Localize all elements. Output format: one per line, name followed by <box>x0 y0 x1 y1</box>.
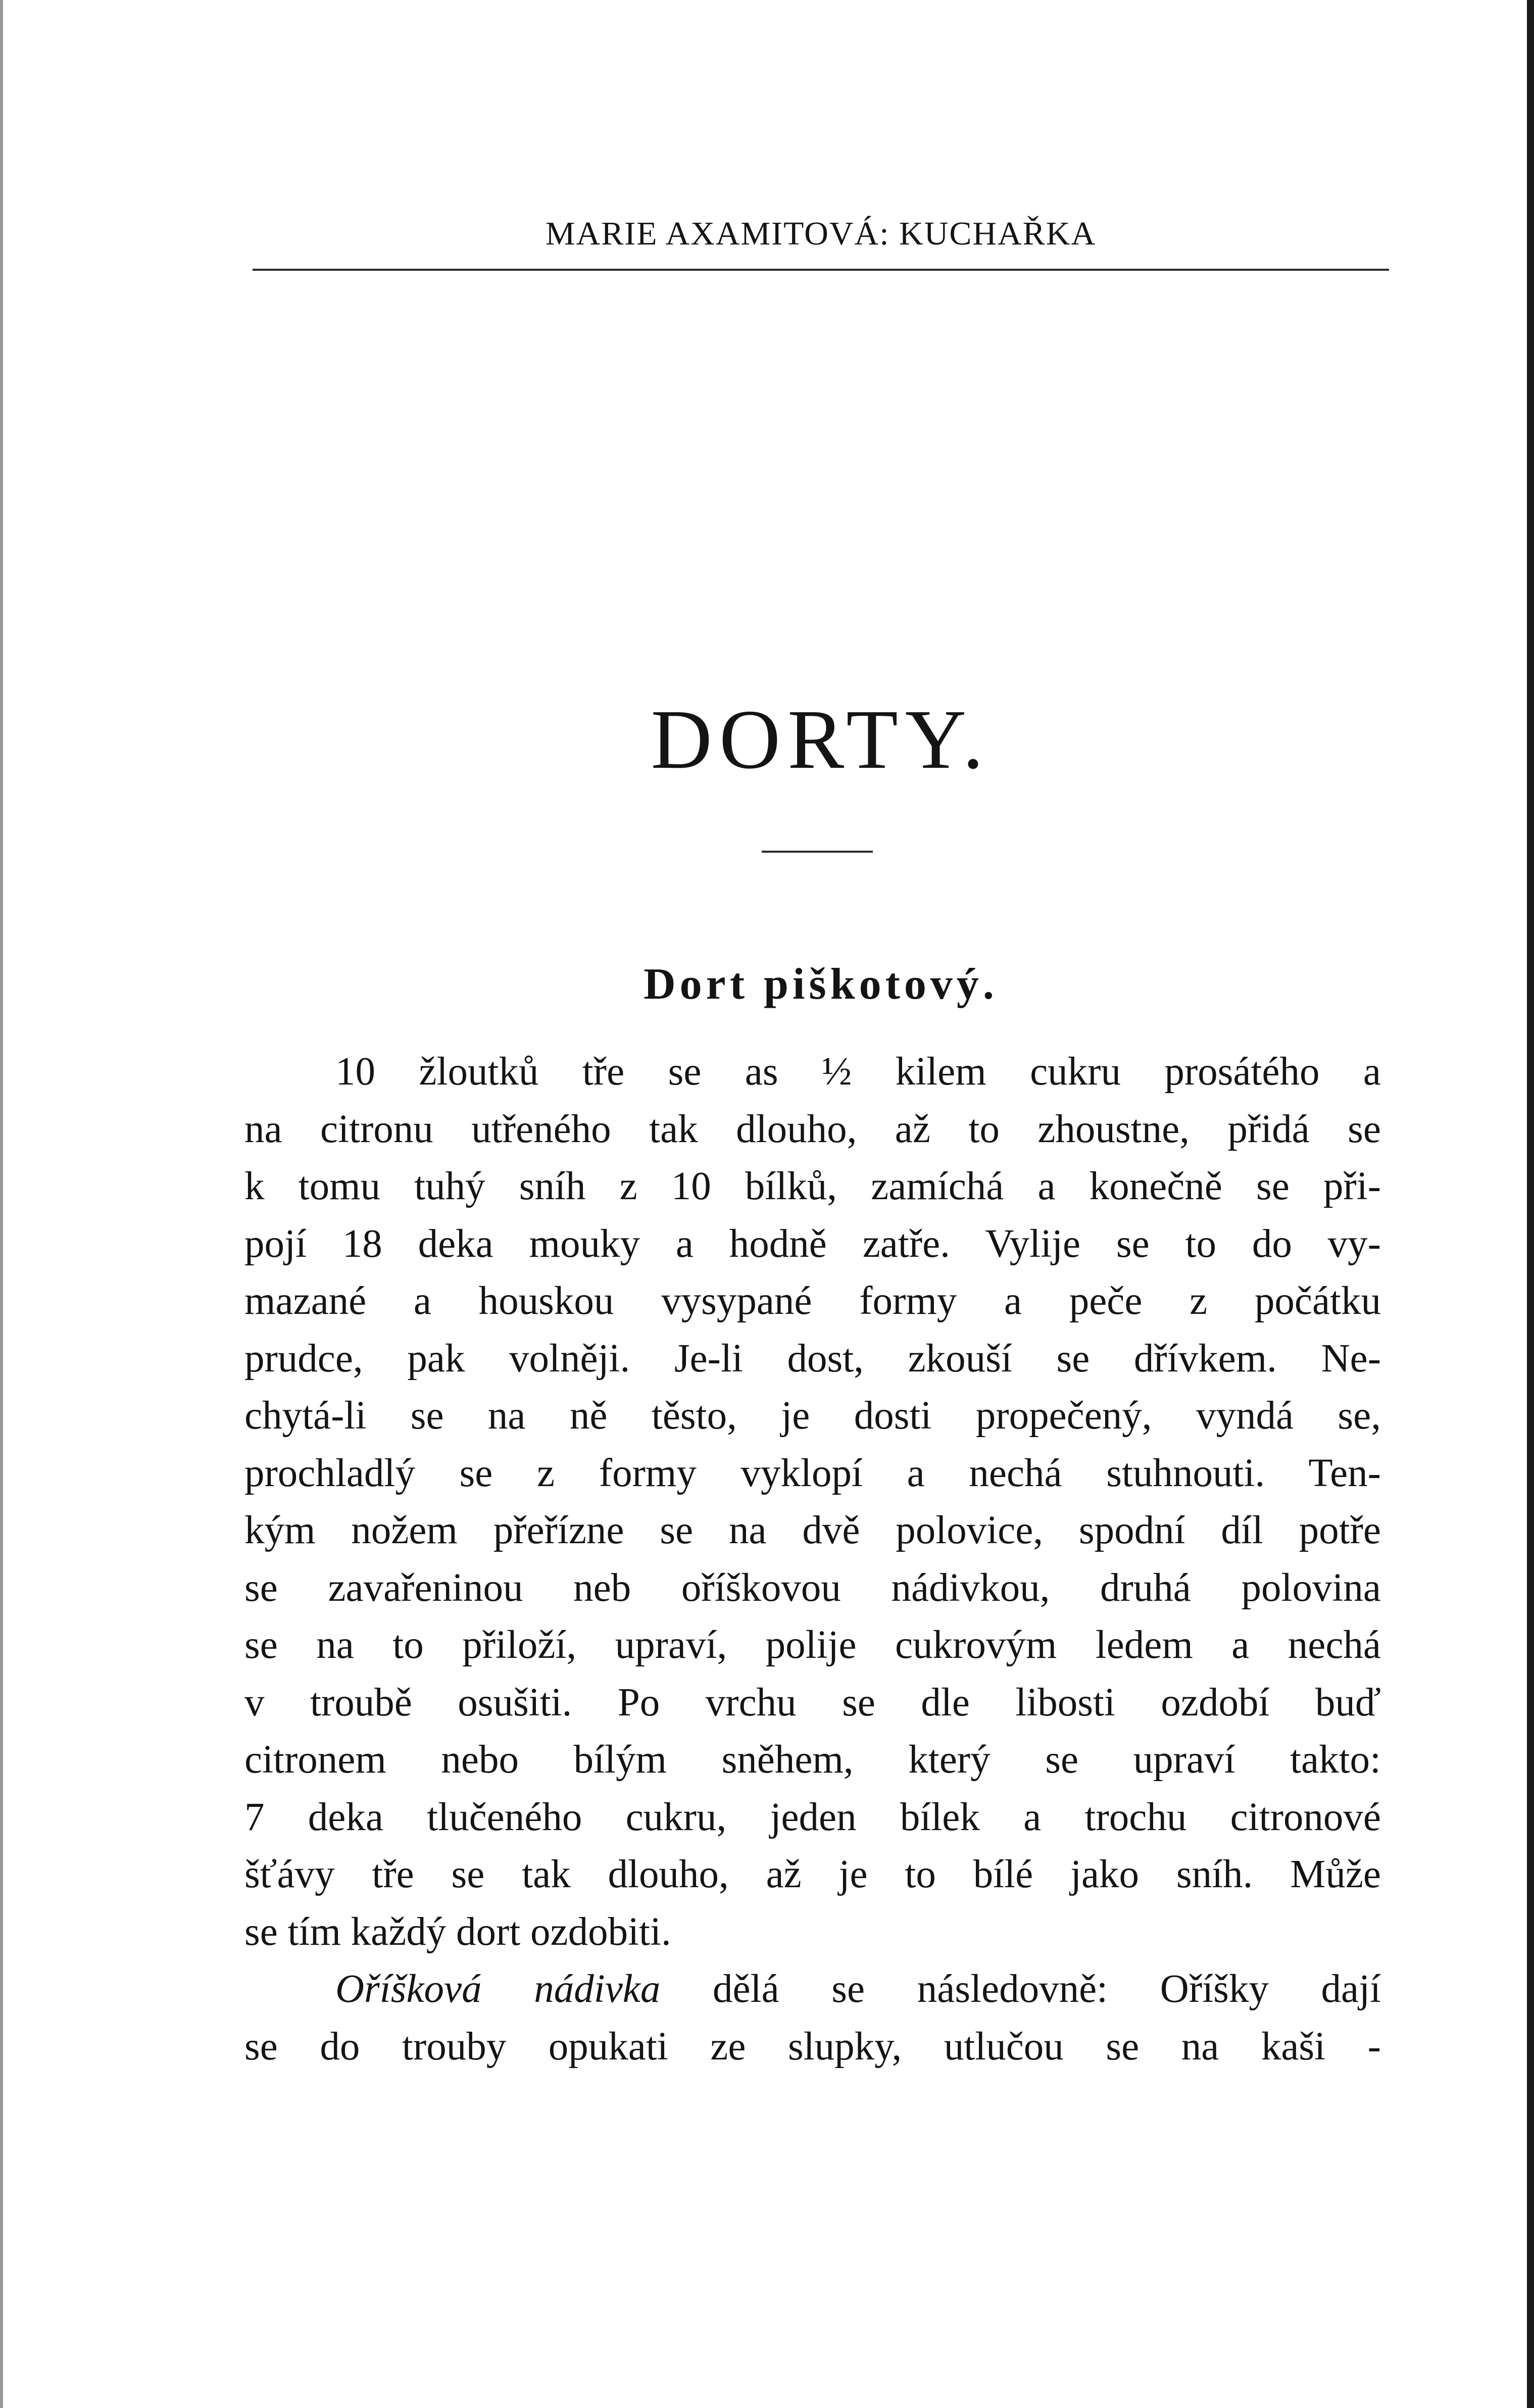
text-line: kým nožem přeřízne se na dvě polovice, spodní díl potře <box>244 1508 1381 1552</box>
text-line: se do trouby opukati ze slupky, utlučou se na kaši ‑ <box>244 2024 1381 2069</box>
italic-lead: Oříšková nádivka <box>335 1967 661 2011</box>
text-line: prochladlý se z formy vyklopí a nechá stuhnouti. Ten- <box>244 1451 1381 1495</box>
text-line: prudce, pak volněji. Je-li dost, zkouší se dřívkem. Ne- <box>244 1336 1381 1381</box>
text-line-with-italic <box>244 1960 1381 2018</box>
text-line: mazané a houskou vysypané formy a peče z počátku <box>244 1279 1381 1323</box>
text-line: v troubě osušiti. Po vrchu se dle libosti ozdobí buď <box>244 1680 1381 1725</box>
text-line: 10 žloutků tře se as ½ kilem cukru prosátého a <box>335 1050 1381 1094</box>
text-run: dělá se následovně: Oříšky dají <box>660 1967 1381 2011</box>
page-edge-right <box>1527 0 1534 2408</box>
running-head: MARIE AXAMITOVÁ: KUCHAŘKA <box>545 215 1097 252</box>
text-line: se zavařeninou neb oříškovou nádivkou, druhá polovina <box>244 1565 1381 1610</box>
text-line: se tím každý dort ozdobiti. <box>244 1909 671 1954</box>
text-line: 7 deka tlučeného cukru, jeden bílek a trochu citronové <box>244 1795 1381 1839</box>
recipe-body <box>244 1043 1381 2075</box>
text-line: na citronu utřeného tak dlouho, až to zhoustne, přidá se <box>244 1107 1381 1151</box>
text-line: pojí 18 deka mouky a hodně zatře. Vylije se to do vy- <box>244 1221 1381 1266</box>
chapter-title: DORTY. <box>651 693 991 787</box>
text-line: chytá-li se na ně těsto, je dosti propečený, vyndá se, <box>244 1394 1381 1438</box>
text-line: se na to přiloží, upraví, polije cukrovým ledem a nechá <box>244 1623 1381 1667</box>
page-edge-left <box>0 0 3 2408</box>
text-line: šťávy tře se tak dlouho, až je to bílé jako sníh. Může <box>244 1852 1381 1896</box>
running-head-rule <box>253 269 1389 271</box>
text-line: k tomu tuhý sníh z 10 bílků, zamíchá a konečně se při- <box>244 1164 1381 1208</box>
text-line: citronem nebo bílým sněhem, který se upraví takto: <box>244 1738 1381 1782</box>
chapter-title-rule <box>762 851 873 853</box>
recipe-title: Dort piškotový. <box>644 960 998 1009</box>
